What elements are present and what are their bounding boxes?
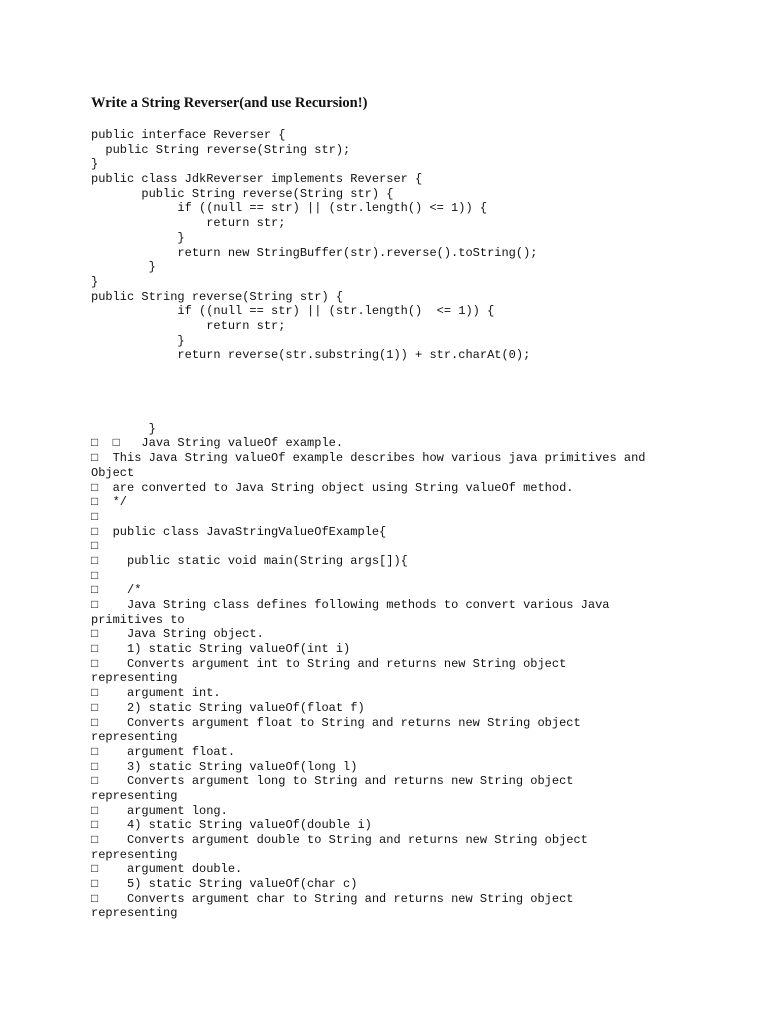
code-text: Converts argument float to String and returns new String object [112,715,581,730]
code-text: } [91,421,156,436]
code-text: } [91,230,185,245]
code-line [91,348,731,363]
code-line [91,760,731,775]
code-text: if ((null == str) || (str.length() <= 1)) { [91,201,488,216]
document-title: Write a String Reverser(and use Recursion!) [91,95,368,111]
code-text: argument int. [112,686,221,701]
code-line [91,701,731,716]
code-line [91,231,731,246]
missing-glyph-icon: □ [91,715,113,730]
missing-glyph-icon: □ [91,774,113,789]
code-line [91,892,731,907]
code-line [91,583,731,598]
code-text: return new StringBuffer(str).reverse().toString(); [91,245,538,260]
code-line [91,716,731,731]
code-line [91,495,731,510]
code-line [91,525,731,540]
code-line [91,671,731,686]
code-line [91,818,731,833]
missing-glyph-icon: □ [91,818,113,833]
missing-glyph-icon: □ [91,744,113,759]
code-text: Converts argument int to String and returns new String object [112,656,567,671]
code-text: Java String object. [112,627,264,642]
missing-glyph-icon: □ [91,891,113,906]
missing-glyph-icon: □ [91,686,113,701]
code-line [91,334,731,349]
missing-glyph-icon: □ [91,803,113,818]
code-text: public String reverse(String str) { [91,186,394,201]
code-text: public static void main(String args[]){ [112,553,408,568]
code-line [91,407,731,422]
missing-glyph-icon: □ [91,553,113,568]
code-line [91,304,731,319]
code-line [91,862,731,877]
code-block [91,128,731,921]
code-line [91,436,731,451]
code-line [91,378,731,393]
missing-glyph-icon: □ [91,700,113,715]
code-line [91,774,731,789]
code-text: are converted to Java String object using String valueOf method. [112,480,574,495]
code-line [91,657,731,672]
missing-glyph-icon: □ [91,480,113,495]
code-line [91,216,731,231]
code-text: } [91,333,185,348]
code-text: return str; [91,216,286,231]
code-line [91,833,731,848]
missing-glyph-icon: □ □ [91,436,128,451]
code-line [91,745,731,760]
code-line [91,686,731,701]
code-text: representing [91,730,178,745]
code-line [91,290,731,305]
code-line [91,172,731,187]
code-text: public interface Reverser { [91,128,286,142]
code-text: public String reverse(String str) { [91,289,344,304]
missing-glyph-icon: □ [91,583,113,598]
code-line [91,187,731,202]
code-text: Object [91,465,135,480]
code-line [91,510,731,525]
code-text: */ [112,495,128,510]
code-line [91,554,731,569]
code-text: argument long. [112,803,228,818]
code-line [91,422,731,437]
code-text: public class JdkReverser implements Reverser { [91,172,423,187]
code-text: 1) static String valueOf(int i) [112,642,351,657]
code-text: Java String class defines following methods to convert various Java [112,598,610,612]
missing-glyph-icon: □ [91,627,113,642]
code-text: Converts argument long to String and returns new String object [112,774,574,789]
missing-glyph-icon: □ [91,568,113,583]
code-text: } [91,274,99,289]
code-line [91,451,731,466]
missing-glyph-icon: □ [91,877,113,892]
code-line [91,642,731,657]
missing-glyph-icon: □ [91,539,113,554]
missing-glyph-icon: □ [91,642,113,657]
code-line [91,392,731,407]
code-line [91,789,731,804]
missing-glyph-icon: □ [91,495,113,510]
code-line [91,598,731,613]
code-line [91,539,731,554]
code-line [91,143,731,158]
code-line [91,730,731,745]
code-text: representing [91,906,178,921]
missing-glyph-icon: □ [91,759,113,774]
code-line [91,804,731,819]
code-line [91,319,731,334]
missing-glyph-icon: □ [91,833,113,847]
code-text: 5) static String valueOf(char c) [112,877,358,892]
code-line [91,201,731,216]
code-text: /* [112,583,142,598]
missing-glyph-icon: □ [91,451,113,466]
code-line [91,848,731,863]
missing-glyph-icon: □ [91,862,113,877]
code-text: 4) static String valueOf(double i) [112,818,372,833]
code-text: Converts argument double to String and returns new String object [112,833,588,847]
code-line [91,157,731,172]
code-line [91,569,731,584]
code-line [91,481,731,496]
code-text: return str; [91,318,286,333]
code-text: This Java String valueOf example describes how various java primitives and [112,451,646,466]
code-text: argument double. [112,862,243,877]
code-text: return reverse(str.substring(1)) + str.charAt(0); [91,348,531,363]
code-text: Converts argument char to String and returns new String object [112,891,574,906]
code-text: argument float. [112,744,236,759]
missing-glyph-icon: □ [91,509,113,524]
code-text: representing [91,788,178,803]
code-text: 3) static String valueOf(long l) [112,759,358,774]
code-line [91,906,731,921]
code-text: public String reverse(String str); [91,142,351,157]
code-line [91,613,731,628]
code-line [91,260,731,275]
code-line [91,363,731,378]
code-line [91,466,731,481]
code-text: } [91,260,156,275]
missing-glyph-icon: □ [91,656,113,671]
code-line [91,275,731,290]
code-line [91,877,731,892]
code-text: Java String valueOf example. [127,436,344,451]
code-line [91,246,731,261]
code-text: if ((null == str) || (str.length() <= 1)) { [91,304,495,319]
missing-glyph-icon: □ [91,524,113,539]
missing-glyph-icon: □ [91,598,113,612]
code-text: representing [91,671,178,686]
code-text: representing [91,847,178,862]
code-line [91,128,731,143]
code-text: 2) static String valueOf(float f) [112,700,365,715]
code-line [91,627,731,642]
code-text: primitives to [91,612,185,627]
code-text: } [91,157,99,172]
code-text: public class JavaStringValueOfExample{ [112,524,387,539]
